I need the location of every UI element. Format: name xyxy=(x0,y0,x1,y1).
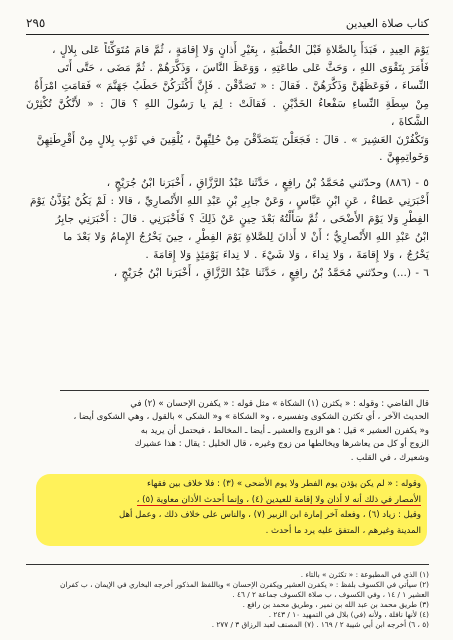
commentary-line: الزوج أو كل من يعاشرها ويخالطها من زوج وغيره ، قال الخليل : يقال : هذا عشيرك xyxy=(134,439,429,450)
commentary-rule xyxy=(60,390,429,391)
header-rule xyxy=(26,34,429,35)
highlighted-line: وقيل : زياد (٦) ، وفعله آخر إمارة ابن الزبير (٧) ، والناس على خلاف ذلك ، وعمل أهل xyxy=(119,510,421,521)
red-underlined-text: الأمصار في ذلك أنه لا أذان ولا إقامة للعيدين (٤) ، وإنما أحدث الأذان معاوية (٥) ، xyxy=(136,494,421,505)
highlighted-commentary xyxy=(40,477,421,539)
book-title: كتاب صلاة العيدين xyxy=(345,16,429,30)
text-line: ابْنُ عَبْدِ اللهِ الأَنْصارِيُّ ؛ أَنْ لا أَذانَ لِلصَّلاةِ يَوْمَ الفِطْرِ ، حِينَ يَخْرُجُ الإِمامُ وَلا بَعْدَ ما xyxy=(63,231,429,244)
commentary-block xyxy=(26,398,429,465)
text-line: يَخْرُجُ ، وَلا إِقامَةَ ، وَلا نِداءَ ، وَلا شَيْءَ . لا نِداءَ يَوْمَئِذٍ وَلا إِقامَةَ . xyxy=(145,248,429,261)
commentary-line: وشعيرك ، في القلب . xyxy=(350,452,429,463)
footnotes xyxy=(26,570,429,630)
hadith-text xyxy=(26,42,429,283)
commentary-line: قال القاضي : وقوله : « يكثرن (١) الشكاة » مثل قوله : « يكفرن الإحسان » (٢) في xyxy=(130,399,429,409)
highlighted-line: وقوله : « لم يكن يؤذن يوم الفطر ولا يوم الأضحى » (٣) : فلا خلاف بين فقهاء xyxy=(147,479,421,489)
text-line: ٥ - (٨٨٦) وحدّثني مُحَمَّدُ بْنُ رافِعٍ ، حَدَّثَنا عَبْدُ الرَّزَّاقِ ، أَخْبَرَنا ابْنُ جُرَيْجٍ ، xyxy=(106,177,429,190)
text-line: مِنْ سِطَةِ النِّساءِ سَفْعاءُ الخَدَّيْنِ . فَقالَتْ : لِمَ يا رَسُولَ اللهِ ؟ قالَ : « لأَنَّكُنَّ تُكْثِرْنَ الشَّكاةَ ، xyxy=(26,97,429,128)
footnote: (٤) لأنها نافلة ، ولأنه (في) بلال في التمهيد ١٠ / ٢٤٣ . xyxy=(268,610,429,619)
footnote: (٣) طريق محمد بن عبد الله بن نمير ، وطريق محمد بن رافع . xyxy=(242,600,429,609)
commentary-line: الحديث الآخر ، أي تكثرن الشكوى وتفسيره ، و« الشكاة » و« الشكى » بالقول ، وهي الشكوى أيضا ، xyxy=(73,412,429,423)
footnote: العشير ١ / ١٤ ، وفي الكسوف ، ب صلاة الكسوف جماعة ٢ / ٤٦ . xyxy=(232,590,429,599)
commentary-line: و« يكفرن العشير » قيل : هو الزوج والعشير ـ أيضا ـ المخالط ، فيحتمل أن يريد به xyxy=(140,425,429,436)
footnote: (٢) سيأتي في الكسوف بلفظ : « يكفرن العشير ويكفرن الإحسان » وباللفظ المذكور أخرجه البخاري في الإيمان ، ب كفران xyxy=(59,580,429,589)
footnote: (١) الذي في المطبوعة : « تكثرن » بالتاء . xyxy=(300,570,429,579)
text-line: وَخَواتِمِهِنَّ . xyxy=(379,151,429,164)
footnote-rule xyxy=(26,564,429,565)
highlighted-line: المدينة وغيرهم ، المتفق عليه يرد ما أحدث . xyxy=(265,525,421,536)
text-line: فَأَمَرَ بِتَقْوَى اللهِ ، وَحَثَّ عَلى طاعَتِهِ ، وَوَعَظَ النَّاسَ ، وَذَكَّرَهُمْ . ثُمَّ مَضَى ، حَتَّى أَتَى xyxy=(57,61,429,74)
page-header xyxy=(26,14,429,32)
text-line: الفِطْرِ وَلا يَوْمَ الأَضْحَى ، ثُمَّ سَأَلْتُهُ بَعْدَ حِينٍ عَنْ ذَلِكَ ؟ فَأَخْبَرَنِي . قالَ : أَخْبَرَنِي جابِرُ xyxy=(55,213,429,226)
text-line: ٦ - (...) وحدّثني مُحَمَّدُ بْنُ رافِعٍ ، حَدَّثَنا عَبْدُ الرَّزَّاقِ ، أَخْبَرَنا ابْنُ جُرَيْجٍ ، xyxy=(113,266,429,279)
text-line: وَتَكْفُرْنَ العَشِيرَ » . قالَ : فَجَعَلْنَ يَتَصَدَّقْنَ مِنْ حُلِيِّهِنَّ ، يُلْقِينَ في ثَوْبِ بِلالٍ مِنْ أَقْرِطَتِهِنَّ xyxy=(36,133,429,146)
text-line: أَخْبَرَنِي عَطاءٌ ، عَنِ ابْنِ عَبَّاسٍ ، وَعَنْ جابِرِ بْنِ عَبْدِ اللهِ الأَنْصارِيِّ ، قالا : لَمْ يَكُنْ يُؤَذَّنُ يَوْمَ xyxy=(29,195,429,208)
highlighted-line xyxy=(40,493,421,509)
text-line: يَوْمَ العِيدِ ، فَبَدَأَ بِالصَّلاةِ قَبْلَ الخُطْبَةِ ، بِغَيْرِ أَذانٍ وَلا إِقامَةٍ ، ثُمَّ قامَ مُتَوَكِّئاً عَلى بِلالٍ ، xyxy=(52,44,429,56)
page-number: ٢٩٥ xyxy=(26,16,46,30)
footnote: (٥ ، ٦) أخرجه ابن أبي شيبة ٢ / ١٦٩ . (٧) المصنف لعبد الرزاق ٣ / ٢٧٧ . xyxy=(211,620,429,629)
text-line: النِّساءَ ، فَوَعَظَهُنَّ وَذَكَّرَهُنَّ . فَقالَ : « تَصَدَّقْنَ . فَإِنَّ أَكْثَرَكُنَّ حَطَبُ جَهَنَّمَ » فَقامَتِ امْرَأَةٌ xyxy=(34,79,429,92)
spacer xyxy=(26,167,429,175)
